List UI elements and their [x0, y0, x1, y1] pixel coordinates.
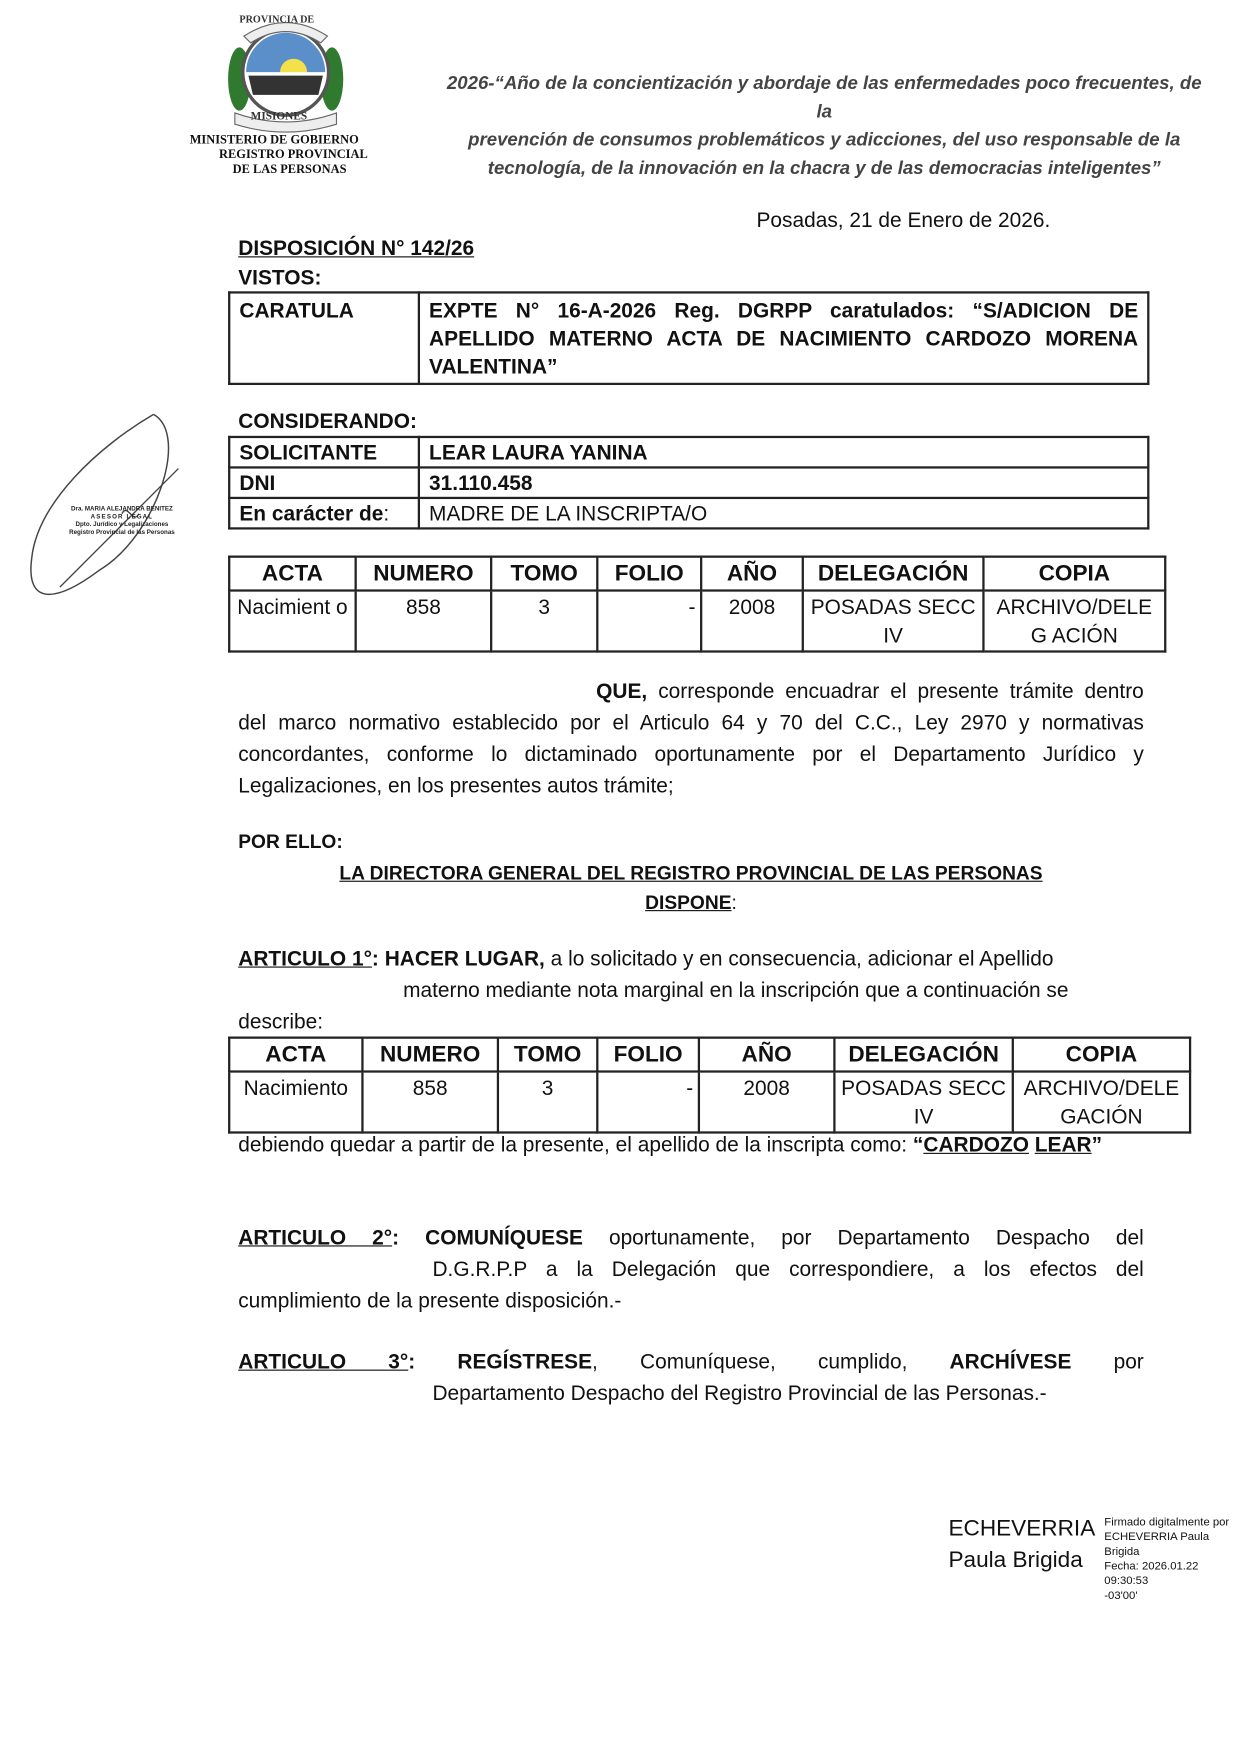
caratula-label: CARATULA [229, 292, 419, 383]
cell-acta: Nacimiento [229, 1072, 362, 1133]
que-lead: QUE, [596, 678, 648, 703]
col-tomo: TOMO [491, 557, 597, 591]
col-copia: COPIA [1013, 1038, 1190, 1072]
seal-text-bottom: MISIONES [250, 110, 308, 124]
signature-detail: ECHEVERRIA Paula Brigida [1104, 1531, 1210, 1559]
col-folio: FOLIO [597, 557, 701, 591]
surname-text: debiendo quedar a partir de la presente, el apellido de la inscripta como: [238, 1132, 913, 1157]
role-label-colon: : [383, 501, 390, 526]
col-numero: NUMERO [362, 1038, 497, 1072]
article-2-lead: COMUNÍQUESE [425, 1225, 583, 1249]
directora-line: LA DIRECTORA GENERAL DEL REGISTRO PROVINCIAL DE LAS PERSONAS [339, 862, 1043, 885]
col-tomo: TOMO [498, 1038, 597, 1072]
slogan-line: 2026-“Año de la concientización y abordaje de las enfermedades poco frecuentes, de la [446, 73, 1202, 122]
que-text: corresponde encuadrar el presente trámite dentro del marco normativo establecido por el Articulo 64 y 70 del C.C., Ley 2970 y normativas concordantes, conforme lo dictaminado oportunamente por el Departamento Jurídico y Legalizaciones, en los presentes autos trámite; [238, 678, 1144, 798]
col-acta: ACTA [229, 1038, 362, 1072]
cell-folio: - [597, 1072, 699, 1133]
persons-line: DE LAS PERSONAS [232, 162, 347, 177]
caratula-value: EXPTE N° 16-A-2026 Reg. DGRPP caratulados: “S/ADICION DE APELLIDO MATERNO ACTA DE NACIMIENTO CARDOZO MORENA VALENTINA” [419, 292, 1148, 383]
date-line: Posadas, 21 de Enero de 2026. [756, 207, 1051, 232]
dni-value: 31.110.458 [419, 467, 1148, 497]
article-2-line: cumplimiento de la presente disposición.- [238, 1288, 622, 1313]
signer-given-name: Paula Brigida [948, 1547, 1083, 1573]
cell-numero: 858 [362, 1072, 497, 1133]
table-row [229, 591, 1165, 652]
dispone-word: DISPONE [645, 891, 732, 914]
acta-table-1 [228, 556, 1166, 653]
article-1-lead: HACER LUGAR, [384, 946, 545, 970]
article-3-sep: : [408, 1349, 416, 1373]
cell-acta: Nacimient o [229, 591, 355, 652]
applicant-name: LEAR LAURA YANINA [419, 437, 1148, 467]
cell-anio: 2008 [701, 591, 803, 652]
role-label [229, 498, 419, 528]
cell-copia: ARCHIVO/DELEG ACIÓN [983, 591, 1165, 652]
disposition-number: DISPOSICIÓN N° 142/26 [238, 235, 475, 260]
article-1-sep: : [371, 946, 385, 970]
article-1-line: describe: [238, 1009, 324, 1034]
seal-text-top: PROVINCIA DE [239, 13, 315, 25]
applicant-table [228, 436, 1149, 530]
surname-1: CARDOZO [923, 1132, 1029, 1157]
signature-detail: Fecha: 2026.01.22 09:30:53 [1104, 1560, 1199, 1588]
caratula-table [228, 291, 1149, 385]
applicant-label: SOLICITANTE [229, 437, 419, 467]
cell-numero: 858 [356, 591, 491, 652]
close-quote: ” [1091, 1132, 1103, 1157]
legal-advisor-stamp [65, 506, 178, 538]
article-3-label: ARTICULO 3° [238, 1349, 409, 1373]
article-3-line: Departamento Despacho del Registro Provincial de las Personas.- [432, 1380, 1047, 1405]
que-paragraph [238, 675, 1144, 801]
col-acta: ACTA [229, 557, 355, 591]
role-label-text: En carácter de [239, 501, 384, 526]
considerando-heading: CONSIDERANDO: [238, 408, 417, 433]
cell-copia: ARCHIVO/DELE GACIÓN [1013, 1072, 1190, 1133]
table-row [229, 1072, 1190, 1133]
article-3-text: por [1071, 1349, 1144, 1373]
col-copia: COPIA [983, 557, 1165, 591]
slogan-line: tecnología, de la innovación en la chacra y de las democracias inteligentes” [487, 158, 1161, 179]
por-ello-heading: POR ELLO: [238, 831, 343, 853]
cell-delegacion: POSADAS SECC IV [834, 1072, 1012, 1133]
signature-details [1104, 1515, 1242, 1603]
ministry-heading [190, 133, 368, 177]
col-folio: FOLIO [597, 1038, 699, 1072]
cell-delegacion: POSADAS SECC IV [803, 591, 984, 652]
cell-tomo: 3 [498, 1072, 597, 1133]
stamp-line: Dpto. Jurídico y Legalizaciones [75, 521, 169, 529]
stamp-line: Dra. MARIA ALEJANDRA BENITEZ [71, 505, 173, 513]
stamp-line: Registro Provincial de las Personas [69, 529, 175, 537]
col-delegacion: DELEGACIÓN [834, 1038, 1012, 1072]
article-3 [238, 1346, 1144, 1409]
surname-paragraph [238, 1129, 1144, 1161]
cell-anio: 2008 [699, 1072, 834, 1133]
cell-folio: - [597, 591, 701, 652]
article-3-lead: REGÍSTRESE [457, 1349, 593, 1373]
col-numero: NUMERO [356, 557, 491, 591]
registry-line: REGISTRO PROVINCIAL [219, 147, 368, 162]
col-delegacion: DELEGACIÓN [803, 557, 984, 591]
slogan-line: prevención de consumos problemáticos y adicciones, del uso responsable de la [468, 129, 1181, 151]
article-2-label: ARTICULO 2° [238, 1225, 393, 1249]
year-slogan [446, 70, 1202, 183]
ministry-line: MINISTERIO DE GOBIERNO [189, 133, 359, 147]
article-2 [238, 1222, 1144, 1317]
open-quote: “ [912, 1132, 924, 1157]
signer-name [948, 1513, 1095, 1576]
article-2-line: D.G.R.P.P a la Delegación que correspondiere, a los efectos del [432, 1256, 1144, 1281]
col-anio: AÑO [701, 557, 803, 591]
article-1 [238, 943, 1144, 1038]
stamp-line: ASESOR LEGAL [90, 513, 154, 521]
signature-detail: -03'00' [1104, 1589, 1138, 1603]
vistos-heading: VISTOS: [238, 265, 322, 290]
signature-detail: Firmado digitalmente por [1104, 1516, 1230, 1529]
article-2-line: oportunamente, por Departamento Despacho del [582, 1225, 1144, 1249]
article-2-sep: : [392, 1225, 426, 1249]
acta-table-2 [228, 1037, 1191, 1134]
dispone-heading [238, 859, 1144, 918]
digital-signature [948, 1513, 1242, 1603]
cell-tomo: 3 [491, 591, 597, 652]
article-1-label: ARTICULO 1° [238, 946, 372, 970]
article-3-text: , Comuníquese, cumplido, [592, 1349, 950, 1373]
article-1-line: a lo solicitado y en consecuencia, adicionar el Apellido [544, 946, 1054, 970]
role-value: MADRE DE LA INSCRIPTA/O [419, 498, 1148, 528]
col-anio: AÑO [699, 1038, 834, 1072]
dni-label: DNI [229, 467, 419, 497]
dispone-colon: : [731, 891, 737, 914]
surname-2: LEAR [1034, 1132, 1092, 1157]
signer-surname: ECHEVERRIA [948, 1516, 1096, 1542]
article-1-line: materno mediante nota marginal en la inscripción que a continuación se [403, 977, 1069, 1002]
article-3-lead2: ARCHÍVESE [949, 1349, 1072, 1373]
